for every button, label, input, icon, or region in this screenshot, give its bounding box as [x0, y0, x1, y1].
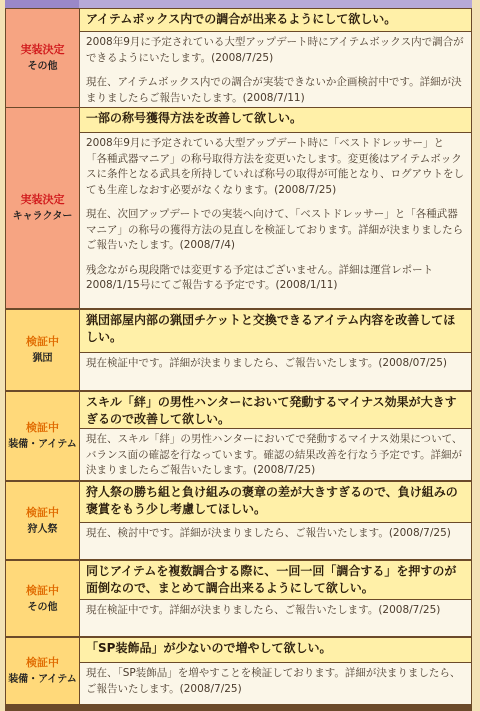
response-paragraph: 現在検証中です。詳細が決まりましたら、ご報告いたします。(2008/7/25) — [86, 604, 441, 616]
response-paragraph: 現在、「SP装飾品」を増やすことを検証しております。詳細が決まりましたら、ご報告いたします。(2008/7/25) — [86, 667, 461, 695]
status-label: 検証中 — [26, 421, 59, 434]
row-content — [80, 310, 471, 390]
response-body — [80, 353, 471, 390]
response-body — [80, 663, 471, 704]
suggestion-title: 同じアイテムを複数調合する際に、一回一回「調合する」を押すのが面倒なので、まとめて調合出来るようにして欲しい。 — [80, 561, 471, 599]
category-label: その他 — [27, 601, 58, 613]
page-edge — [474, 0, 480, 711]
row-content — [80, 482, 471, 559]
row-content — [80, 108, 471, 308]
response-body — [80, 429, 471, 480]
suggestion-title: アイテムボックス内での調合が出来るようにして欲しい。 — [80, 9, 471, 31]
status-label: 実装決定 — [20, 43, 65, 56]
suggestion-title: 一部の称号獲得方法を改善して欲しい。 — [80, 108, 471, 132]
response-body — [80, 32, 471, 107]
response-paragraph: 2008年9月に予定されている大型アップデート時にアイテムボックス内で調合ができるようにいたします。(2008/7/25) — [86, 36, 464, 64]
suggestion-title: スキル「絆」の男性ハンターにおいて発動するマイナス効果が大きすぎるので改善して欲しい。 — [80, 392, 471, 428]
row-content — [80, 561, 471, 636]
row-content — [80, 392, 471, 480]
response-body — [80, 133, 471, 308]
response-paragraph: 現在、次回アップデートでの実装へ向けて、「ベストドレッサー」と「各種武器マニア」の称号の獲得方法の見直しを検証しております。詳細が決まりましたらご報告いたします。(2008/7/4) — [86, 208, 464, 251]
category-label: その他 — [27, 61, 58, 72]
status-label: 検証中 — [26, 656, 59, 669]
category-label: 装備・アイテム — [8, 674, 77, 685]
status-label: 検証中 — [26, 335, 59, 348]
category-label: 装備・アイテム — [8, 439, 77, 450]
category-cell — [6, 482, 79, 559]
status-label: 検証中 — [26, 583, 59, 597]
top-strip — [5, 0, 472, 8]
suggestion-table — [5, 0, 472, 711]
category-label: 狩人祭 — [27, 523, 58, 535]
category-cell — [6, 310, 79, 390]
response-paragraph: 現在検証中です。詳細が決まりましたら、ご報告いたします。(2008/07/25) — [86, 357, 448, 369]
suggestion-row — [6, 482, 471, 559]
row-content — [80, 9, 471, 107]
suggestion-row — [6, 108, 471, 308]
response-paragraph: 残念ながら現段階では変更する予定はございません。詳細は運営レポート2008/1/15号にてご報告する予定です。(2008/1/11) — [86, 263, 434, 291]
response-paragraph: 現在、検討中です。詳細が決まりましたら、ご報告いたします。(2008/7/25) — [86, 527, 451, 539]
suggestion-title: 「SP装飾品」が少ないので増やして欲しい。 — [80, 638, 471, 662]
suggestion-row — [6, 310, 471, 390]
category-cell — [6, 638, 79, 704]
suggestion-row — [6, 392, 471, 480]
category-label: キャラクター — [12, 211, 73, 222]
category-cell — [6, 9, 79, 107]
status-label: 実装決定 — [20, 193, 65, 206]
response-body — [80, 523, 471, 559]
status-label: 検証中 — [26, 505, 59, 519]
suggestion-row — [6, 561, 471, 636]
category-cell — [6, 561, 79, 636]
category-label: 猟団 — [32, 353, 53, 364]
row-content — [80, 638, 471, 704]
category-cell — [6, 108, 79, 308]
response-paragraph: 現在、スキル「絆」の男性ハンターにおいてで発動するマイナス効果について、バランス面の確認を行なっています。確認の結果改善を行なう予定です。詳細が決まりましたらご報告いたします。(2008/7/25) — [86, 433, 463, 476]
category-cell — [6, 392, 79, 480]
suggestion-title: 狩人祭の勝ち組と負け組みの褒章の差が大きすぎるので、負け組みの褒賞をもう少し考慮してほしい。 — [80, 482, 471, 522]
response-paragraph: 2008年9月に予定されている大型アップデート時に「ベストドレッサー」と「各種武器マニア」の称号取得方法を変更いたします。変更後はアイテムボックスに条件となる武具を所持していれば称号の取得が可能となり、ログアウトをしても生産しなおす必要がなくなります。(2008/7/25) — [86, 137, 464, 196]
suggestion-row — [6, 9, 471, 107]
response-body — [80, 600, 471, 636]
suggestion-title: 猟団部屋内部の猟団チケットと交換できるアイテム内容を改善してほしい。 — [80, 310, 471, 352]
response-paragraph: 現在、アイテムボックス内での調合が実装できないか企画検討中です。詳細が決まりましたらご報告いたします。(2008/7/11) — [86, 76, 462, 104]
suggestion-row — [6, 638, 471, 704]
